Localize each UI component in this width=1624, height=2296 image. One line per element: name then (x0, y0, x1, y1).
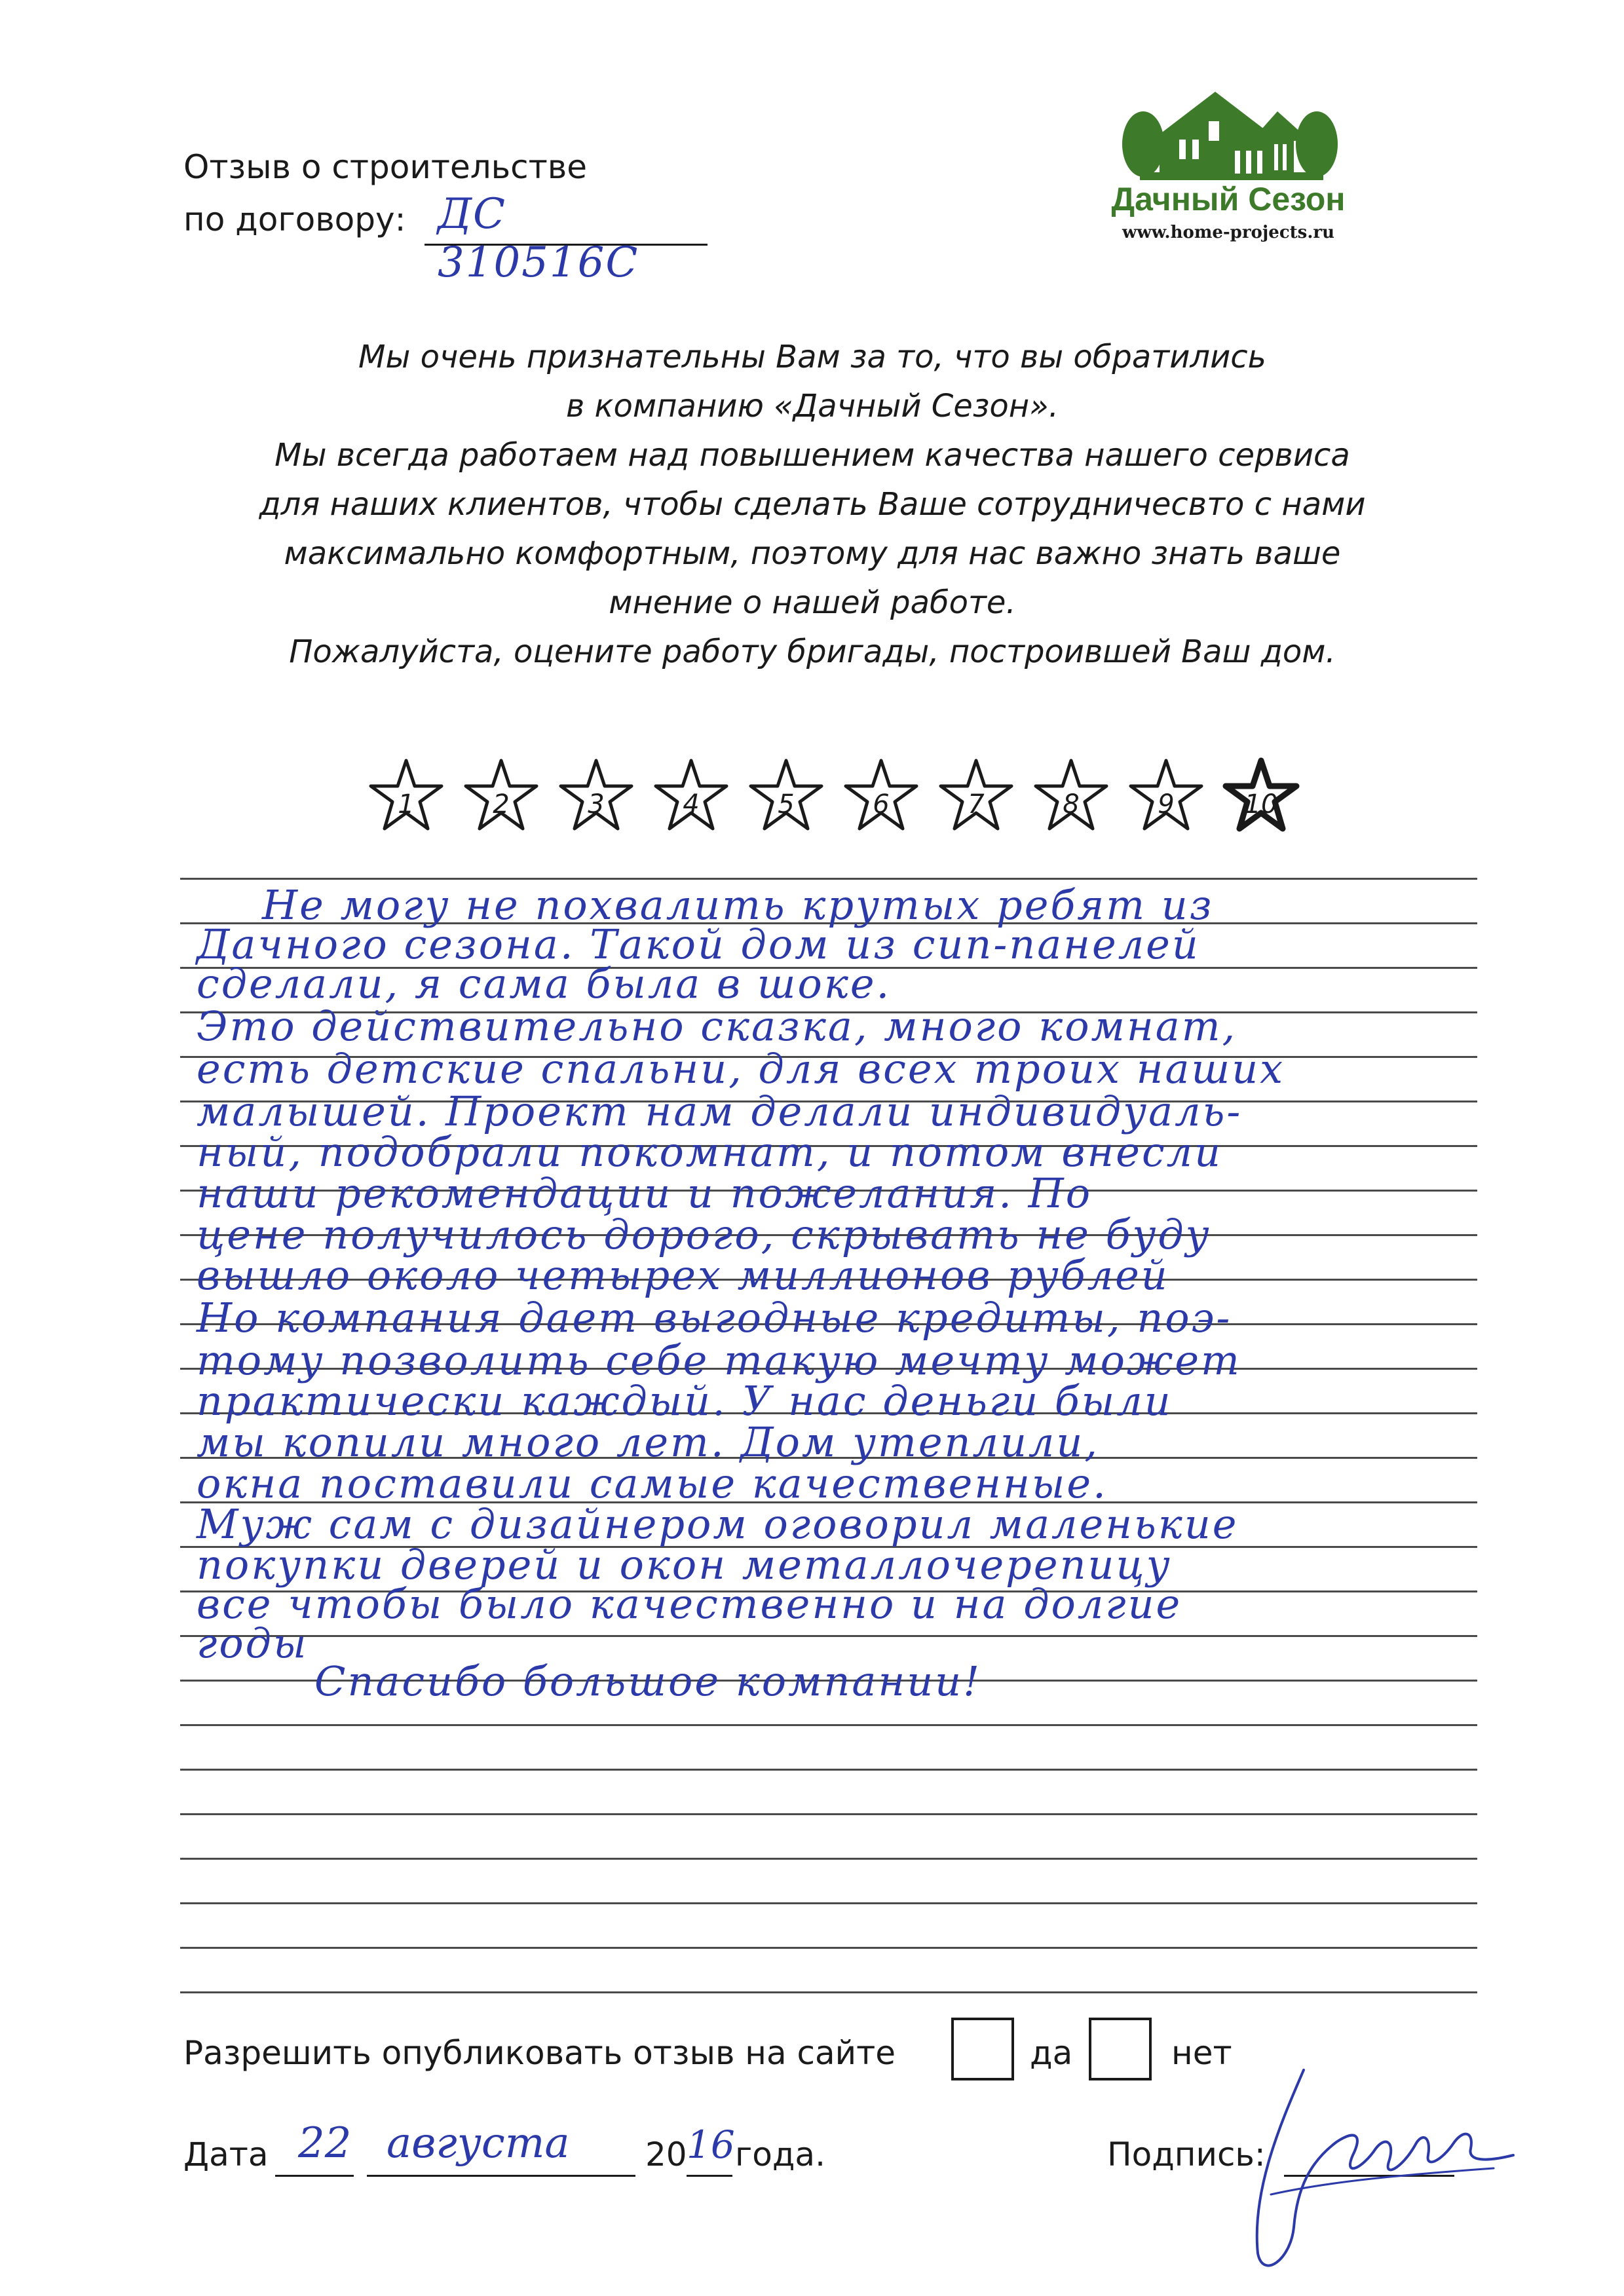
ruled-line (180, 1769, 1477, 1771)
ruled-line (180, 878, 1477, 880)
intro-line: мнение о нашей работе. (609, 584, 1016, 621)
review-line: цене получилось дорого, скрывать не буду (197, 1211, 1211, 1258)
publish-yes-label: да (1030, 2034, 1073, 2072)
intro-text (170, 333, 1454, 677)
review-line: покупки дверей и окон металлочерепицу (197, 1541, 1172, 1589)
date-year-field[interactable] (687, 2175, 732, 2177)
date-year-suffix: 16 (687, 2122, 735, 2167)
rating-star-number: 1 (398, 789, 415, 819)
rating-star-number: 8 (1063, 789, 1080, 819)
company-logo (1074, 82, 1382, 262)
intro-line: в компанию «Дачный Сезон». (566, 388, 1059, 424)
logo-name: Дачный Сезон (1111, 181, 1346, 217)
rating-star-1[interactable] (367, 757, 445, 835)
ruled-line (180, 1902, 1477, 1904)
logo-url: www.home-projects.ru (1122, 223, 1334, 242)
contract-number-field[interactable] (425, 190, 708, 287)
date-day: 22 (298, 2119, 352, 2168)
date-row (183, 2119, 839, 2188)
form-title: Отзыв о строительстве (183, 148, 587, 186)
publish-no-label: нет (1171, 2034, 1232, 2072)
rating-star-number: 7 (968, 789, 985, 819)
review-line: наши рекомендации и пожелания. По (197, 1169, 1093, 1217)
signature-label: Подпись: (1107, 2136, 1266, 2174)
rating-star-number: 5 (778, 789, 795, 819)
ruled-line (180, 1947, 1477, 1949)
rating-star-7[interactable] (937, 757, 1015, 835)
date-year-prefix: 20 (645, 2136, 687, 2174)
publish-consent-label: Разрешить опубликовать отзыв на сайте (183, 2034, 896, 2072)
rating-star-8[interactable] (1032, 757, 1110, 835)
rating-star-number: 2 (493, 789, 510, 819)
rating-star-2[interactable] (462, 757, 540, 835)
intro-line: Мы очень признательны Вам за то, что вы обратились (358, 339, 1266, 375)
date-month-field[interactable] (367, 2175, 635, 2177)
rating-star-10[interactable] (1222, 757, 1300, 835)
rating-star-3[interactable] (557, 757, 635, 835)
date-day-field[interactable] (275, 2175, 354, 2177)
review-line: мы копили много лет. Дом утеплили, (197, 1418, 1099, 1466)
rating-star-4[interactable] (652, 757, 730, 835)
review-line: тому позволить себе такую мечту может (197, 1336, 1241, 1384)
review-line: окна поставили самые качественные. (197, 1459, 1108, 1507)
house-logo-icon (1074, 82, 1382, 180)
review-line: вышло около четырех миллионов рублей (197, 1251, 1169, 1299)
review-line: практически каждый. У нас деньги были (197, 1377, 1173, 1425)
intro-line: Мы всегда работаем над повышением качества нашего сервиса (274, 437, 1350, 474)
rating-stars (367, 757, 1297, 848)
publish-no-checkbox[interactable] (1089, 2018, 1152, 2080)
date-label: Дата (183, 2136, 269, 2174)
date-year-word: года. (735, 2136, 825, 2174)
ruled-line (180, 1635, 1477, 1637)
contract-number: ДС 310516С (438, 190, 639, 287)
review-line: сделали, я сама была в шоке. (197, 960, 892, 1007)
review-line: Но компания дает выгодные кредиты, поэ- (197, 1294, 1232, 1342)
review-line: Не могу не похвалить крутых ребят из (262, 881, 1214, 929)
review-line: Дачного сезона. Такой дом из сип-панелей (197, 920, 1200, 968)
rating-star-number: 6 (873, 789, 890, 819)
rating-star-number: 3 (588, 789, 605, 819)
rating-star-9[interactable] (1127, 757, 1205, 835)
review-line: Спасибо большое компании! (314, 1657, 981, 1705)
ruled-line (180, 1991, 1477, 1993)
date-month: августа (387, 2119, 570, 2168)
rating-star-number: 4 (683, 789, 700, 819)
contract-label: по договору: (183, 200, 406, 238)
rating-star-number: 10 (1244, 789, 1278, 819)
intro-line: Пожалуйста, оцените работу бригады, построившей Ваш дом. (289, 633, 1336, 670)
rating-star-number: 9 (1158, 789, 1175, 819)
review-line: ный, подобрали покомнат, и потом внесли (197, 1128, 1223, 1176)
ruled-line (180, 1858, 1477, 1860)
ruled-line (180, 1813, 1477, 1815)
rating-star-5[interactable] (747, 757, 825, 835)
publish-yes-checkbox[interactable] (951, 2018, 1014, 2080)
intro-line: для наших клиентов, чтобы сделать Ваше сотрудничесвто с нами (259, 486, 1366, 523)
review-line: годы (197, 1619, 309, 1667)
ruled-line (180, 1724, 1477, 1726)
review-line: Муж сам с дизайнером оговорил маленькие (197, 1500, 1239, 1548)
handwritten-signature-icon (1232, 2063, 1520, 2280)
intro-line: максимально комфортным, поэтому для нас важно знать ваше (284, 535, 1341, 572)
review-line: все чтобы было качественно и на долгие (197, 1580, 1182, 1628)
review-line: есть детские спальни, для всех троих наших (197, 1045, 1285, 1093)
rating-star-6[interactable] (842, 757, 920, 835)
review-line: малышей. Проект нам делали индивидуаль- (197, 1087, 1243, 1135)
review-line: Это действительно сказка, много комнат, (197, 1002, 1237, 1050)
